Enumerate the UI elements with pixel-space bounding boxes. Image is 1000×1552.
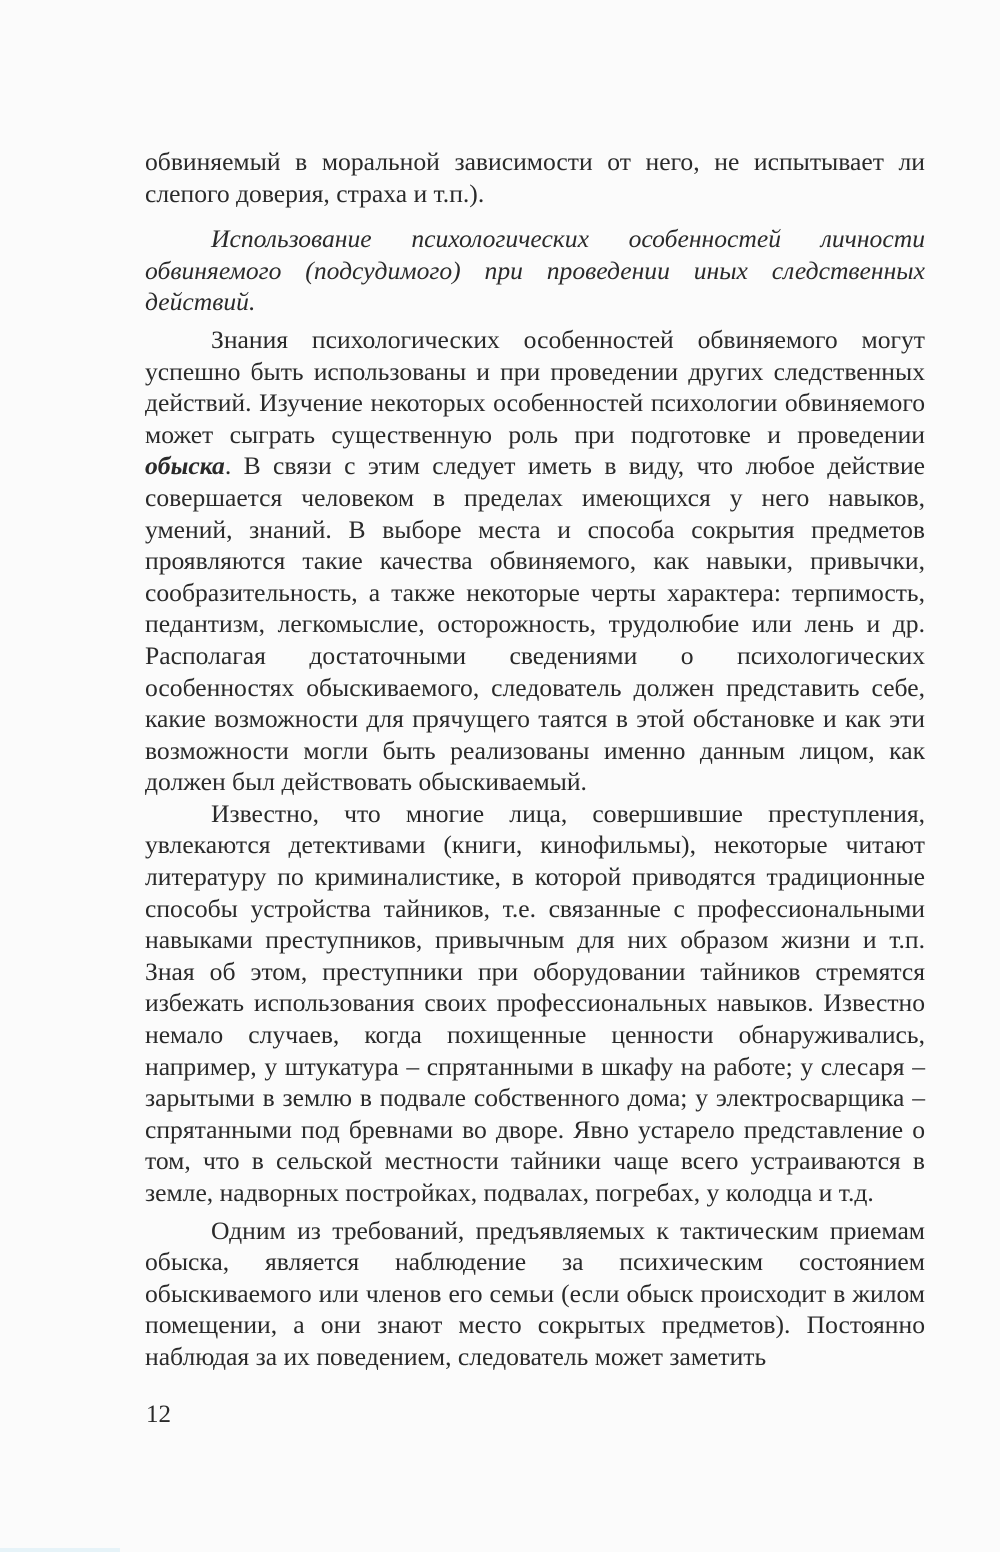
- paragraph-hiding-places: Известно, что многие лица, совершившие преступления, увлекаются детективами (книги, кинофильмы), некоторые читают литературу по криминалистике, в которой приводятся традиционные способы устройства тайников, т.е. связанные с профессиональными навыками преступников, привычным для них образом жизни и т.п. Зная об этом, преступники при оборудовании тайников стремятся избежать использования своих профессиональных навыков. Известно немало случаев, когда похищенные ценности обнаруживались, например, у штукатура – спрятанными в шкафу на работе; у слесаря – зарытыми в землю в подвале собственного дома; у электросварщика – спрятанными под бревнами во дворе. Явно устарело представление о том, что в сельской местности тайники чаще всего устраиваются в земле, надворных постройках, подвалах, погребах, у колодца и т.д.: [145, 798, 925, 1207]
- paragraph-observation: Одним из требований, предъявляемых к тактическим приемам обыска, является наблюдение за психическим состоянием обыскиваемого или членов его семьи (если обыск происходит в жилом помещении, а они знают место сокрытых предметов). Постоянно наблюдая за их поведением, следователь может заметить: [145, 1215, 925, 1371]
- scan-edge-artifact: [0, 1548, 120, 1552]
- paragraph-text: Знания психологических особенностей обвиняемого могут успешно быть использованы и при проведении других следственных действий. Изучение некоторых особенностей психологии обвиняемого может сыграть существенную роль при подготовке и проведении: [145, 324, 925, 449]
- body-text: [145, 146, 925, 1373]
- paragraph-search-psychology: [145, 324, 925, 798]
- paragraph-text: . В связи с этим следует иметь в виду, что любое действие совершается человеком в пределах имеющихся у него навыков, умений, знаний. В выборе места и способа сокрытия предметов проявляются такие качества обвиняемого, как навыки, привычки, сообразительность, а также некоторые черты характера: терпимость, педантизм, легкомыслие, осторожность, трудолюбие или лень и др. Располагая достаточными сведениями о психологических особенностях обыскиваемого, следователь должен представить себе, какие возможности для прячущего таятся в этой обстановке и как эти возможности могли быть реализованы именно данным лицом, как должен был действовать обыскиваемый.: [145, 451, 925, 797]
- page-number: 12: [146, 1401, 171, 1428]
- section-heading: Использование психологических особенностей личности обвиняемого (подсудимого) при проведении иных следственных действий.: [145, 224, 925, 317]
- paragraph-continuation: обвиняемый в моральной зависимости от него, не испытывает ли слепого доверия, страха и т.п.).: [145, 147, 925, 208]
- emphasized-term: обыска: [145, 451, 225, 481]
